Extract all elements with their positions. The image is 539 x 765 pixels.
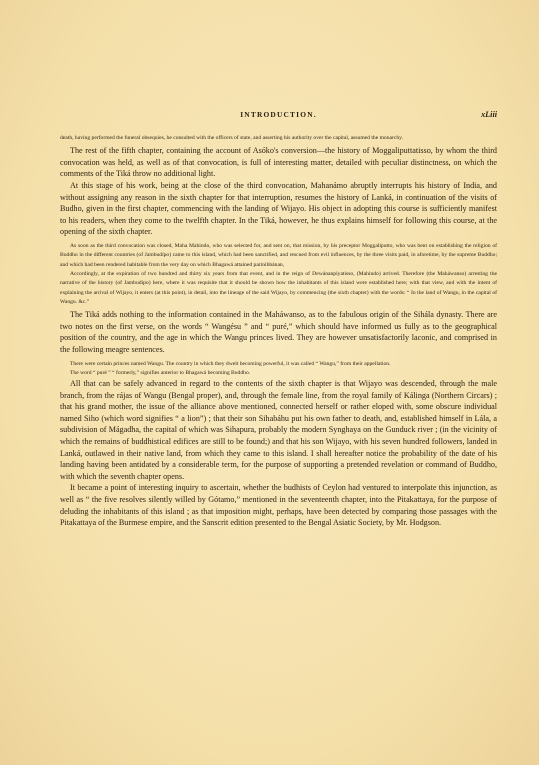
quoted-extract: The word “ puré ” “ formerly,” signifies anterior to Bhagawá becoming Buddho. — [70, 369, 251, 376]
footnote-text: death, having performed the funeral obsequies, he consulted with the officers of state, and asserting his authority over the capital, assumed the monarchy. — [60, 135, 403, 141]
body-paragraph: It became a point of interesting inquiry to ascertain, whether the budhists of Ceylon had ventured to interpolate this injunction, as well as “ the five resolves silently willed by Gótamo,” mentioned in the seventeenth chapter, into the Pitakattaya, for the purpose of deluding the inhabitants of this island ; as that imposition might, perhaps, have been detected by comparing those passages with the Pitakattaya of the Burmese empire, and the Sanscrit edition presented to the Bengal Asiatic Society, by Mr. Hodgson. — [60, 483, 497, 528]
body-paragraph: The rest of the fifth chapter, containing the account of Asóko's conversion—the history of Moggaliputtatisso, by whom the third convocation was held, as well as of that convocation, is full of interesting matter, detailed with peculiar distinctness, on which the comments of the Tiká throw no additional light. — [60, 146, 497, 179]
page-number: xLiii — [481, 110, 497, 119]
running-title: INTRODUCTION. — [240, 110, 317, 119]
quoted-extract: As soon as the third convocation was closed, Maha Mahindo, who was selected for, and sent on, that mission, by his preceptor Moggaliputto, who was bent on establishing the religion of Buddho in the different countries (of Jambudípo) came to this island, which had been sanctified, and rescued from evil influences, by the three visits paid, in aforetime, by the supreme Buddho; and which had been rendered habitable from the very day on which Bhagawá attained parinibbánan, — [60, 243, 497, 268]
body-paragraph: The Tiká adds nothing to the information contained in the Maháwanso, as to the fabulous origin of the Sihála dynasty. There are two notes on the first verse, on the words “ Wangésu ” and “ puré,” which should have informed us fully as to the geographical position of the country, and the age in which the Wangu princes lived. They are however unsatisfactorily laconic, and comprised in the following meagre sentences. — [60, 310, 497, 354]
body-paragraph: All that can be safely advanced in regard to the contents of the sixth chapter is that Wijayo was descended, through the male branch, from the rájas of Wangu (Bengal proper), and, through the female line, from the royal family of Kálinga (Northern Circars) ; that his grand mother, the issue of the alliance above mentioned, connected herself or rather eloped with, some obscure individual named Siho (which word signifies “ a lion”) ; that their son Sihabáhu put his own father to death, and, established himself in Lála, a subdivision of Mágadha, the capital of which was Sihapura, probably the modern Synghaya on the Gunduck river ; (in the vicinity of which the remains of buddhistical edifices are still to be found;) and that his son Wijayo, with his seven hundred followers, landed in Lanká, outlawed in their native land, from which they came to this island. I shall hereafter notice the probability of the date of his landing having been antidated by a considerable term, for the purpose of supporting a pretended revelation or command of Buddho, with which the seventh chapter opens. — [60, 379, 497, 481]
quoted-extract: There were certain princes named Wangu. The country in which they dwelt becoming powerful, it was called “ Wangu,” from their appellation. — [70, 360, 391, 367]
body-paragraph: At this stage of his work, being at the close of the third convocation, Mahanámo abruptly interrupts his history of India, and without assigning any reason in the sixth chapter for that interruption, resumes the history of Lanká, in continuation of the visits of Budho, given in the first chapter, commencing with the landing of Wijayo. His object in adopting this course is sufficiently manifest to his readers, when they come to the twelfth chapter. In the Tiká, however, he thus explains himself for following this course, at the opening of the sixth chapter. — [60, 181, 497, 237]
page-header — [60, 110, 497, 124]
quoted-extract: Accordingly, at the expiration of two hundred and thirty six years from that event, and in the reign of Dewánanpiyatisso, (Mahindo) arrived. Therefore (the Maháwanso) arresting the narrative of the history (of Jambudípo) here, where it was requisite that it should be shown how the inhabitants of this island were established here; with that view, and with the intent of explaining the arrival of Wijayo, it enters (at this point), in detail, into the lineage of the said Wijayo, by commencing (the sixth chapter) with the words: “ In the land of Wangu, in the capital of Wangu. &c.” — [60, 270, 497, 305]
